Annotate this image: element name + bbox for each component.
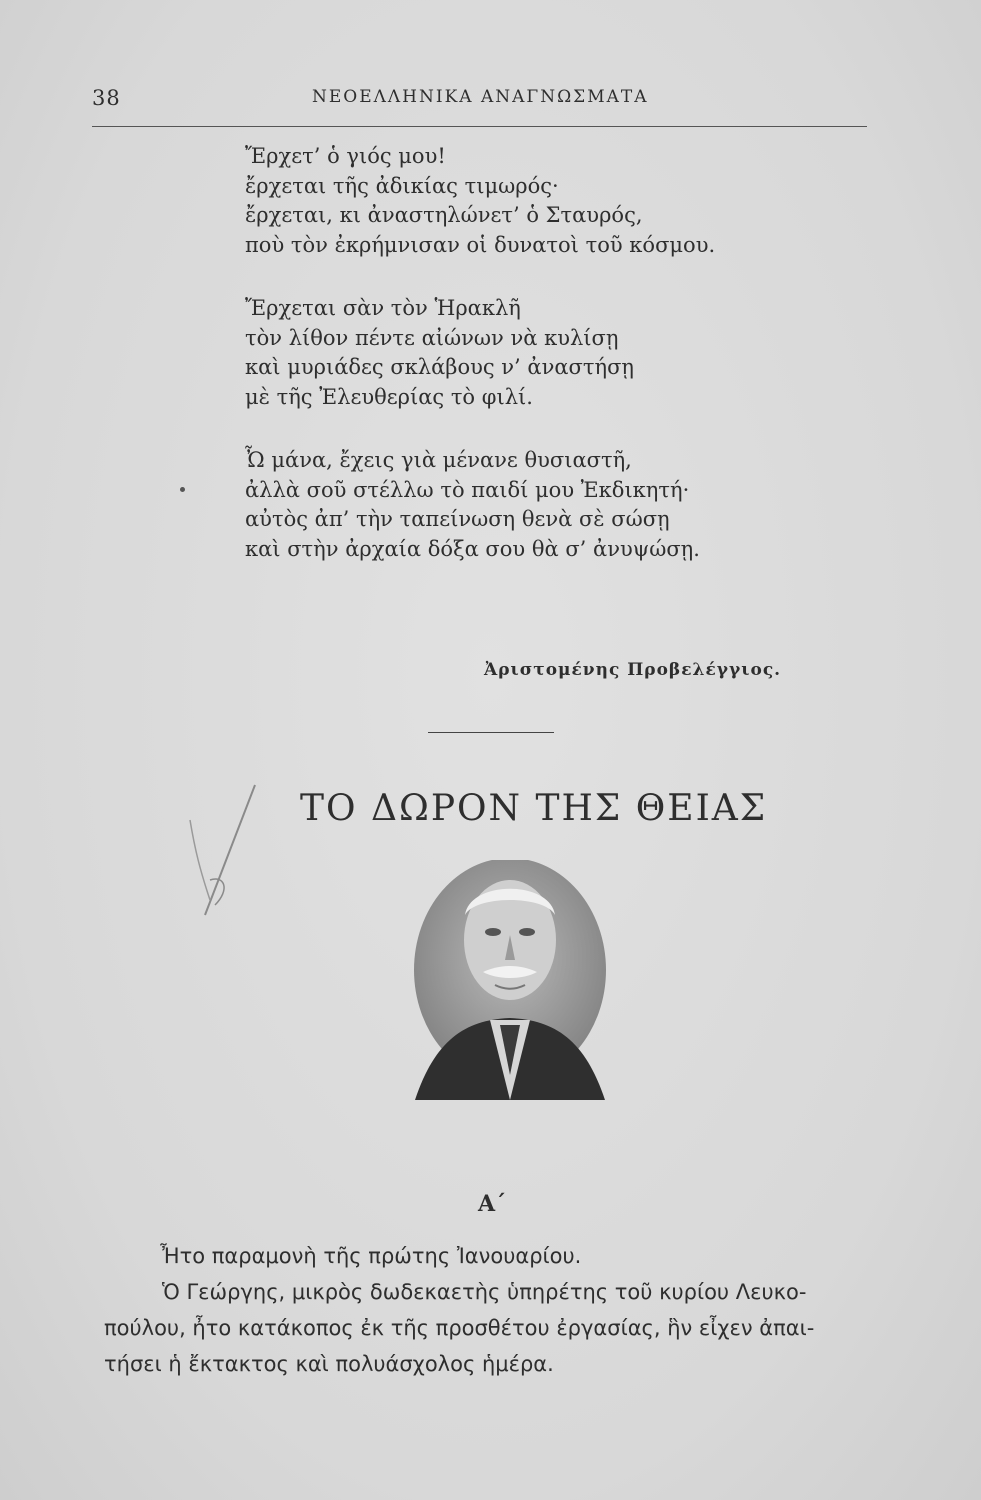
pencil-mark-icon [170,780,270,920]
ink-dot [180,487,185,492]
poem-line: ποὺ τὸν ἐκρήμνισαν οἱ δυνατοὶ τοῦ κόσμου. [245,232,716,257]
poem-line: Ὦ μάνα, ἔχεις γιὰ μένανε θυσιαστῆ, [245,448,632,472]
stanza [245,446,805,564]
stanza [245,142,805,260]
prose-line: πούλου, ἦτο κατάκοπος ἐκ τῆς προσθέτου ἐργασίας, ἣν εἶχεν ἀπαι- [104,1316,815,1340]
poem-line: τὸν λίθον πέντε αἰώνων νὰ κυλίσῃ [245,325,619,350]
poem-line: Ἔρχεται σὰν τὸν Ἡρακλῆ [245,296,521,320]
prose-line: Ἦτο παραμονὴ τῆς πρώτης Ἰανουαρίου. [160,1244,582,1268]
poem [245,142,805,598]
part-label: Α΄ [478,1191,507,1217]
prose-line: τήσει ἡ ἔκτακτος καὶ πολυάσχολος ἡμέρα. [104,1352,554,1376]
poem-line: καὶ μυριάδες σκλάβους ν’ ἀναστήσῃ [245,355,634,379]
poem-line: ἀλλὰ σοῦ στέλλω τὸ παιδί μου Ἐκδικητή· [245,477,690,502]
section-divider [428,732,554,733]
page-header [92,80,867,110]
poem-line: ἔρχεται τῆς ἀδικίας τιμωρός· [245,173,559,198]
poem-line: ἔρχεται, κι ἀναστηλώνετ’ ὁ Σταυρός, [245,203,643,227]
prose-line: Ὁ Γεώργης, μικρὸς δωδεκαετὴς ὑπηρέτης τοῦ κυρίου Λευκο- [162,1280,807,1304]
poem-line: μὲ τῆς Ἐλευθερίας τὸ φιλί. [245,384,533,409]
poem-line: καὶ στὴν ἀρχαία δόξα σου θὰ σ’ ἀνυψώσῃ. [245,536,700,561]
poem-line: αὐτὸς ἀπ’ τὴν ταπείνωση θενὰ σὲ σώσῃ [245,507,670,531]
author-portrait [405,860,615,1115]
prose-paragraph [104,1238,894,1382]
poem-signature: Ἀριστομένης Προβελέγγιος. [484,660,782,680]
running-title: ΝΕΟΕΛΛΗΝΙΚΑ ΑΝΑΓΝΩΣΜΑΤΑ [312,87,649,107]
page-number: 38 [92,86,121,110]
poem-line: Ἔρχετ’ ὁ γιός μου! [245,144,446,168]
stanza [245,294,805,412]
header-rule [92,126,867,127]
section-title: ΤΟ ΔΩΡΟΝ ΤΗΣ ΘΕΙΑΣ [300,788,768,829]
